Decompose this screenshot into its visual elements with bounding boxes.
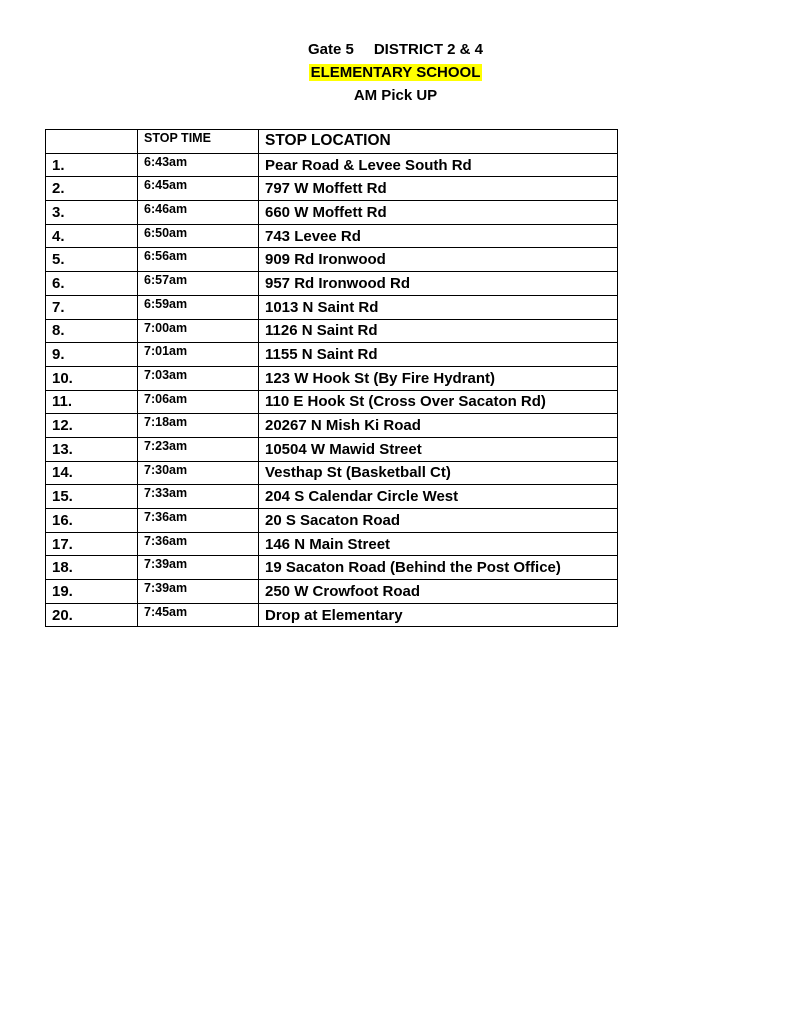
stop-number: 20. <box>46 603 138 627</box>
stop-time: 6:50am <box>138 224 259 248</box>
stop-number: 16. <box>46 509 138 533</box>
stop-number: 5. <box>46 248 138 272</box>
stop-time: 7:36am <box>138 509 259 533</box>
stop-time: 7:23am <box>138 437 259 461</box>
stop-number: 13. <box>46 437 138 461</box>
stop-schedule-table <box>45 129 618 627</box>
school-line <box>0 61 791 84</box>
stop-location: 250 W Crowfoot Road <box>259 580 618 604</box>
stop-location: 1013 N Saint Rd <box>259 295 618 319</box>
table-row <box>46 153 618 177</box>
gate-label: Gate 5 <box>307 41 354 58</box>
stop-location: 957 Rd Ironwood Rd <box>259 272 618 296</box>
stop-location: 797 W Moffett Rd <box>259 177 618 201</box>
stop-number: 9. <box>46 343 138 367</box>
stop-time: 7:36am <box>138 532 259 556</box>
table-row <box>46 532 618 556</box>
table-row <box>46 366 618 390</box>
table-row <box>46 224 618 248</box>
stop-location: 660 W Moffett Rd <box>259 201 618 225</box>
stop-location: Vesthap St (Basketball Ct) <box>259 461 618 485</box>
stop-location: 146 N Main Street <box>259 532 618 556</box>
stop-number: 1. <box>46 153 138 177</box>
stop-location: 110 E Hook St (Cross Over Sacaton Rd) <box>259 390 618 414</box>
stop-time: 6:57am <box>138 272 259 296</box>
document-header <box>0 38 791 107</box>
district-label: DISTRICT 2 & 4 <box>373 41 484 58</box>
table-row <box>46 177 618 201</box>
stop-time: 7:01am <box>138 343 259 367</box>
stop-time: 7:45am <box>138 603 259 627</box>
stop-number: 6. <box>46 272 138 296</box>
table-row <box>46 580 618 604</box>
stop-time: 7:39am <box>138 580 259 604</box>
stop-number: 11. <box>46 390 138 414</box>
stop-number: 2. <box>46 177 138 201</box>
table-row <box>46 201 618 225</box>
stop-time: 7:03am <box>138 366 259 390</box>
stop-time: 6:43am <box>138 153 259 177</box>
stop-location: 19 Sacaton Road (Behind the Post Office) <box>259 556 618 580</box>
column-header-number <box>46 130 138 154</box>
route-label: AM Pick UP <box>353 87 438 104</box>
stop-location: 1155 N Saint Rd <box>259 343 618 367</box>
stop-location: 20267 N Mish Ki Road <box>259 414 618 438</box>
column-header-stop-location: STOP LOCATION <box>259 130 618 154</box>
stop-time: 6:45am <box>138 177 259 201</box>
table-row <box>46 461 618 485</box>
table-header-row <box>46 130 618 154</box>
table-row <box>46 437 618 461</box>
table-row <box>46 414 618 438</box>
table-row <box>46 272 618 296</box>
stop-location: 204 S Calendar Circle West <box>259 485 618 509</box>
table-row <box>46 485 618 509</box>
stop-time: 7:39am <box>138 556 259 580</box>
gate-district-line <box>0 38 791 61</box>
stop-number: 4. <box>46 224 138 248</box>
stop-time: 7:00am <box>138 319 259 343</box>
stop-number: 10. <box>46 366 138 390</box>
stop-location: 20 S Sacaton Road <box>259 509 618 533</box>
table-row <box>46 390 618 414</box>
column-header-stop-time: STOP TIME <box>138 130 259 154</box>
table-row <box>46 343 618 367</box>
stop-location: 10504 W Mawid Street <box>259 437 618 461</box>
stop-time: 7:06am <box>138 390 259 414</box>
stop-location: 743 Levee Rd <box>259 224 618 248</box>
stop-time: 7:33am <box>138 485 259 509</box>
stop-time: 6:59am <box>138 295 259 319</box>
stop-number: 3. <box>46 201 138 225</box>
stop-location: Drop at Elementary <box>259 603 618 627</box>
table-row <box>46 603 618 627</box>
stop-number: 17. <box>46 532 138 556</box>
stop-number: 14. <box>46 461 138 485</box>
table-row <box>46 509 618 533</box>
stop-time: 6:46am <box>138 201 259 225</box>
stop-number: 7. <box>46 295 138 319</box>
school-label: ELEMENTARY SCHOOL <box>310 64 481 81</box>
table-row <box>46 295 618 319</box>
table-body <box>46 153 618 627</box>
stop-location: 123 W Hook St (By Fire Hydrant) <box>259 366 618 390</box>
stop-number: 12. <box>46 414 138 438</box>
stop-location: Pear Road & Levee South Rd <box>259 153 618 177</box>
table-row <box>46 248 618 272</box>
stop-time: 6:56am <box>138 248 259 272</box>
stop-number: 15. <box>46 485 138 509</box>
stop-location: 1126 N Saint Rd <box>259 319 618 343</box>
stop-number: 19. <box>46 580 138 604</box>
stop-location: 909 Rd Ironwood <box>259 248 618 272</box>
stop-number: 8. <box>46 319 138 343</box>
stop-time: 7:30am <box>138 461 259 485</box>
stop-time: 7:18am <box>138 414 259 438</box>
stop-number: 18. <box>46 556 138 580</box>
table-row <box>46 556 618 580</box>
table-row <box>46 319 618 343</box>
